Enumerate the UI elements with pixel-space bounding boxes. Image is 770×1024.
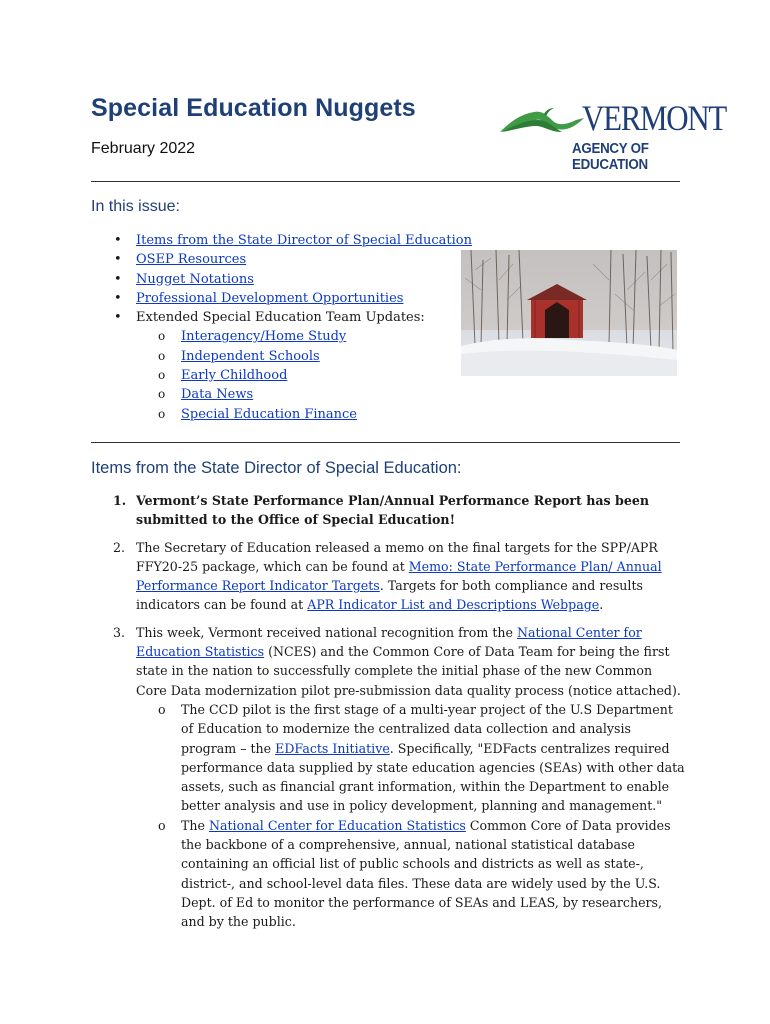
issue-contents-list — [91, 231, 472, 424]
toc-item — [91, 270, 472, 289]
bullet-icon: • — [114, 252, 122, 268]
item-2-text-middle: . Targets for both compliance and results indicators can be found at — [136, 578, 643, 613]
logo-wordmark: VERMONT — [582, 98, 727, 138]
bullet-icon: • — [114, 290, 122, 306]
state-director-items — [91, 491, 686, 932]
toc-divider — [91, 442, 680, 443]
circle-bullet-icon: o — [158, 406, 166, 421]
item-3-text-end: (NCES) and the Common Core of Data Team for being the first state in the nation to successfully complete the initial phase of the new Common Core Data modernization pilot pre-submission data quality process (notice attached). — [136, 644, 681, 698]
bullet-icon: • — [114, 310, 122, 326]
toc-link-special-education-finance[interactable]: Special Education Finance — [181, 406, 357, 422]
logo-agency-name: AGENCY OF EDUCATION — [572, 141, 649, 173]
circle-bullet-icon: o — [158, 387, 166, 402]
toc-link-data-news[interactable]: Data News — [181, 387, 254, 403]
circle-bullet-icon: o — [158, 817, 166, 833]
toc-link-professional-development[interactable]: Professional Development Opportunities — [136, 290, 404, 306]
toc-link-osep-resources[interactable]: OSEP Resources — [136, 252, 247, 268]
vermont-aoe-logo — [498, 98, 730, 173]
toc-subitem — [91, 385, 472, 404]
toc-link-nugget-notations[interactable]: Nugget Notations — [136, 271, 254, 287]
section-heading-state-director: Items from the State Director of Special Education: — [91, 459, 462, 477]
ccd-pilot-text-start: The CCD pilot is the first stage of a multi-year project of the U.S Department of Education to modernize the centralized data collection and analysis program – the — [181, 701, 673, 756]
circle-bullet-icon: o — [158, 329, 166, 344]
memo-targets-link[interactable]: Memo: State Performance Plan/ Annual Performance Report Indicator Targets — [136, 558, 662, 594]
toc-item — [91, 308, 472, 327]
toc-link-independent-schools[interactable]: Independent Schools — [181, 348, 320, 364]
toc-link-early-childhood[interactable]: Early Childhood — [181, 368, 288, 384]
extended-team-sublist — [91, 327, 472, 423]
toc-link-interagency-home-study[interactable]: Interagency/Home Study — [181, 329, 347, 345]
numbered-item-1 — [91, 491, 686, 530]
toc-item — [91, 250, 472, 269]
toc-subitem — [91, 327, 472, 346]
covered-bridge-photo — [461, 250, 677, 376]
toc-link-state-director[interactable]: Items from the State Director of Special Education — [136, 233, 472, 248]
numbered-item-2 — [91, 538, 686, 615]
circle-bullet-icon: o — [158, 701, 166, 717]
item-2-text-end: . — [599, 597, 604, 613]
issue-date: February 2022 — [91, 140, 196, 157]
item-3-subpoint-ccd-pilot — [136, 700, 686, 816]
item-3-subpoint-nces — [136, 816, 686, 932]
ccd-pilot-text-end: . Specifically, "EDFacts centralizes required performance data supplied by state education agencies (SEAs) with other data assets, such as financial grant information, within the Department to enable better analysis and use in policy development, planning and management." — [181, 740, 685, 814]
item-number: 1. — [113, 493, 127, 508]
header-divider — [91, 181, 680, 182]
bullet-icon: • — [114, 271, 122, 287]
toc-item — [91, 289, 472, 308]
item-number: 3. — [113, 624, 126, 640]
item-3-text-start: This week, Vermont received national recognition from the — [136, 624, 517, 640]
nces-text-start: The — [181, 817, 209, 833]
toc-subitem — [91, 405, 472, 424]
toc-item — [91, 231, 472, 250]
nces-link-2[interactable]: National Center for Education Statistics — [208, 817, 466, 833]
mountain-logo-icon — [498, 102, 588, 142]
in-this-issue-heading: In this issue: — [91, 198, 180, 215]
numbered-item-3 — [91, 623, 686, 932]
toc-subitem — [91, 347, 472, 366]
item-1-text: Vermont’s State Performance Plan/Annual Performance Report has been submitted to the Office of Special Education! — [136, 493, 650, 528]
apr-indicator-list-link[interactable]: APR Indicator List and Descriptions Webpage — [307, 597, 600, 613]
bullet-icon: • — [114, 233, 122, 248]
edfacts-initiative-link[interactable]: EDFacts Initiative — [275, 740, 390, 756]
nces-link[interactable]: National Center for Education Statistics — [136, 624, 642, 660]
toc-subitem — [91, 366, 472, 385]
circle-bullet-icon: o — [158, 368, 166, 383]
toc-label-extended-team: Extended Special Education Team Updates: — [136, 310, 425, 326]
nces-text-end: Common Core of Data provides the backbone of a comprehensive, annual, national statistical database containing an official list of public schools and districts as well as state-, district-, and school-level data files. These data are widely used by the U.S. Dept. of Ed to monitor the performance of SEAs and LEAS, by researchers, and by the public. — [181, 817, 671, 930]
item-number: 2. — [113, 539, 126, 555]
toc-subgroup — [91, 327, 472, 423]
item-2-text-start: The Secretary of Education released a memo on the final targets for the SPP/APR FFY20-25 package, which can be found at — [136, 539, 658, 574]
newsletter-title: Special Education Nuggets — [91, 94, 416, 122]
circle-bullet-icon: o — [158, 348, 166, 363]
